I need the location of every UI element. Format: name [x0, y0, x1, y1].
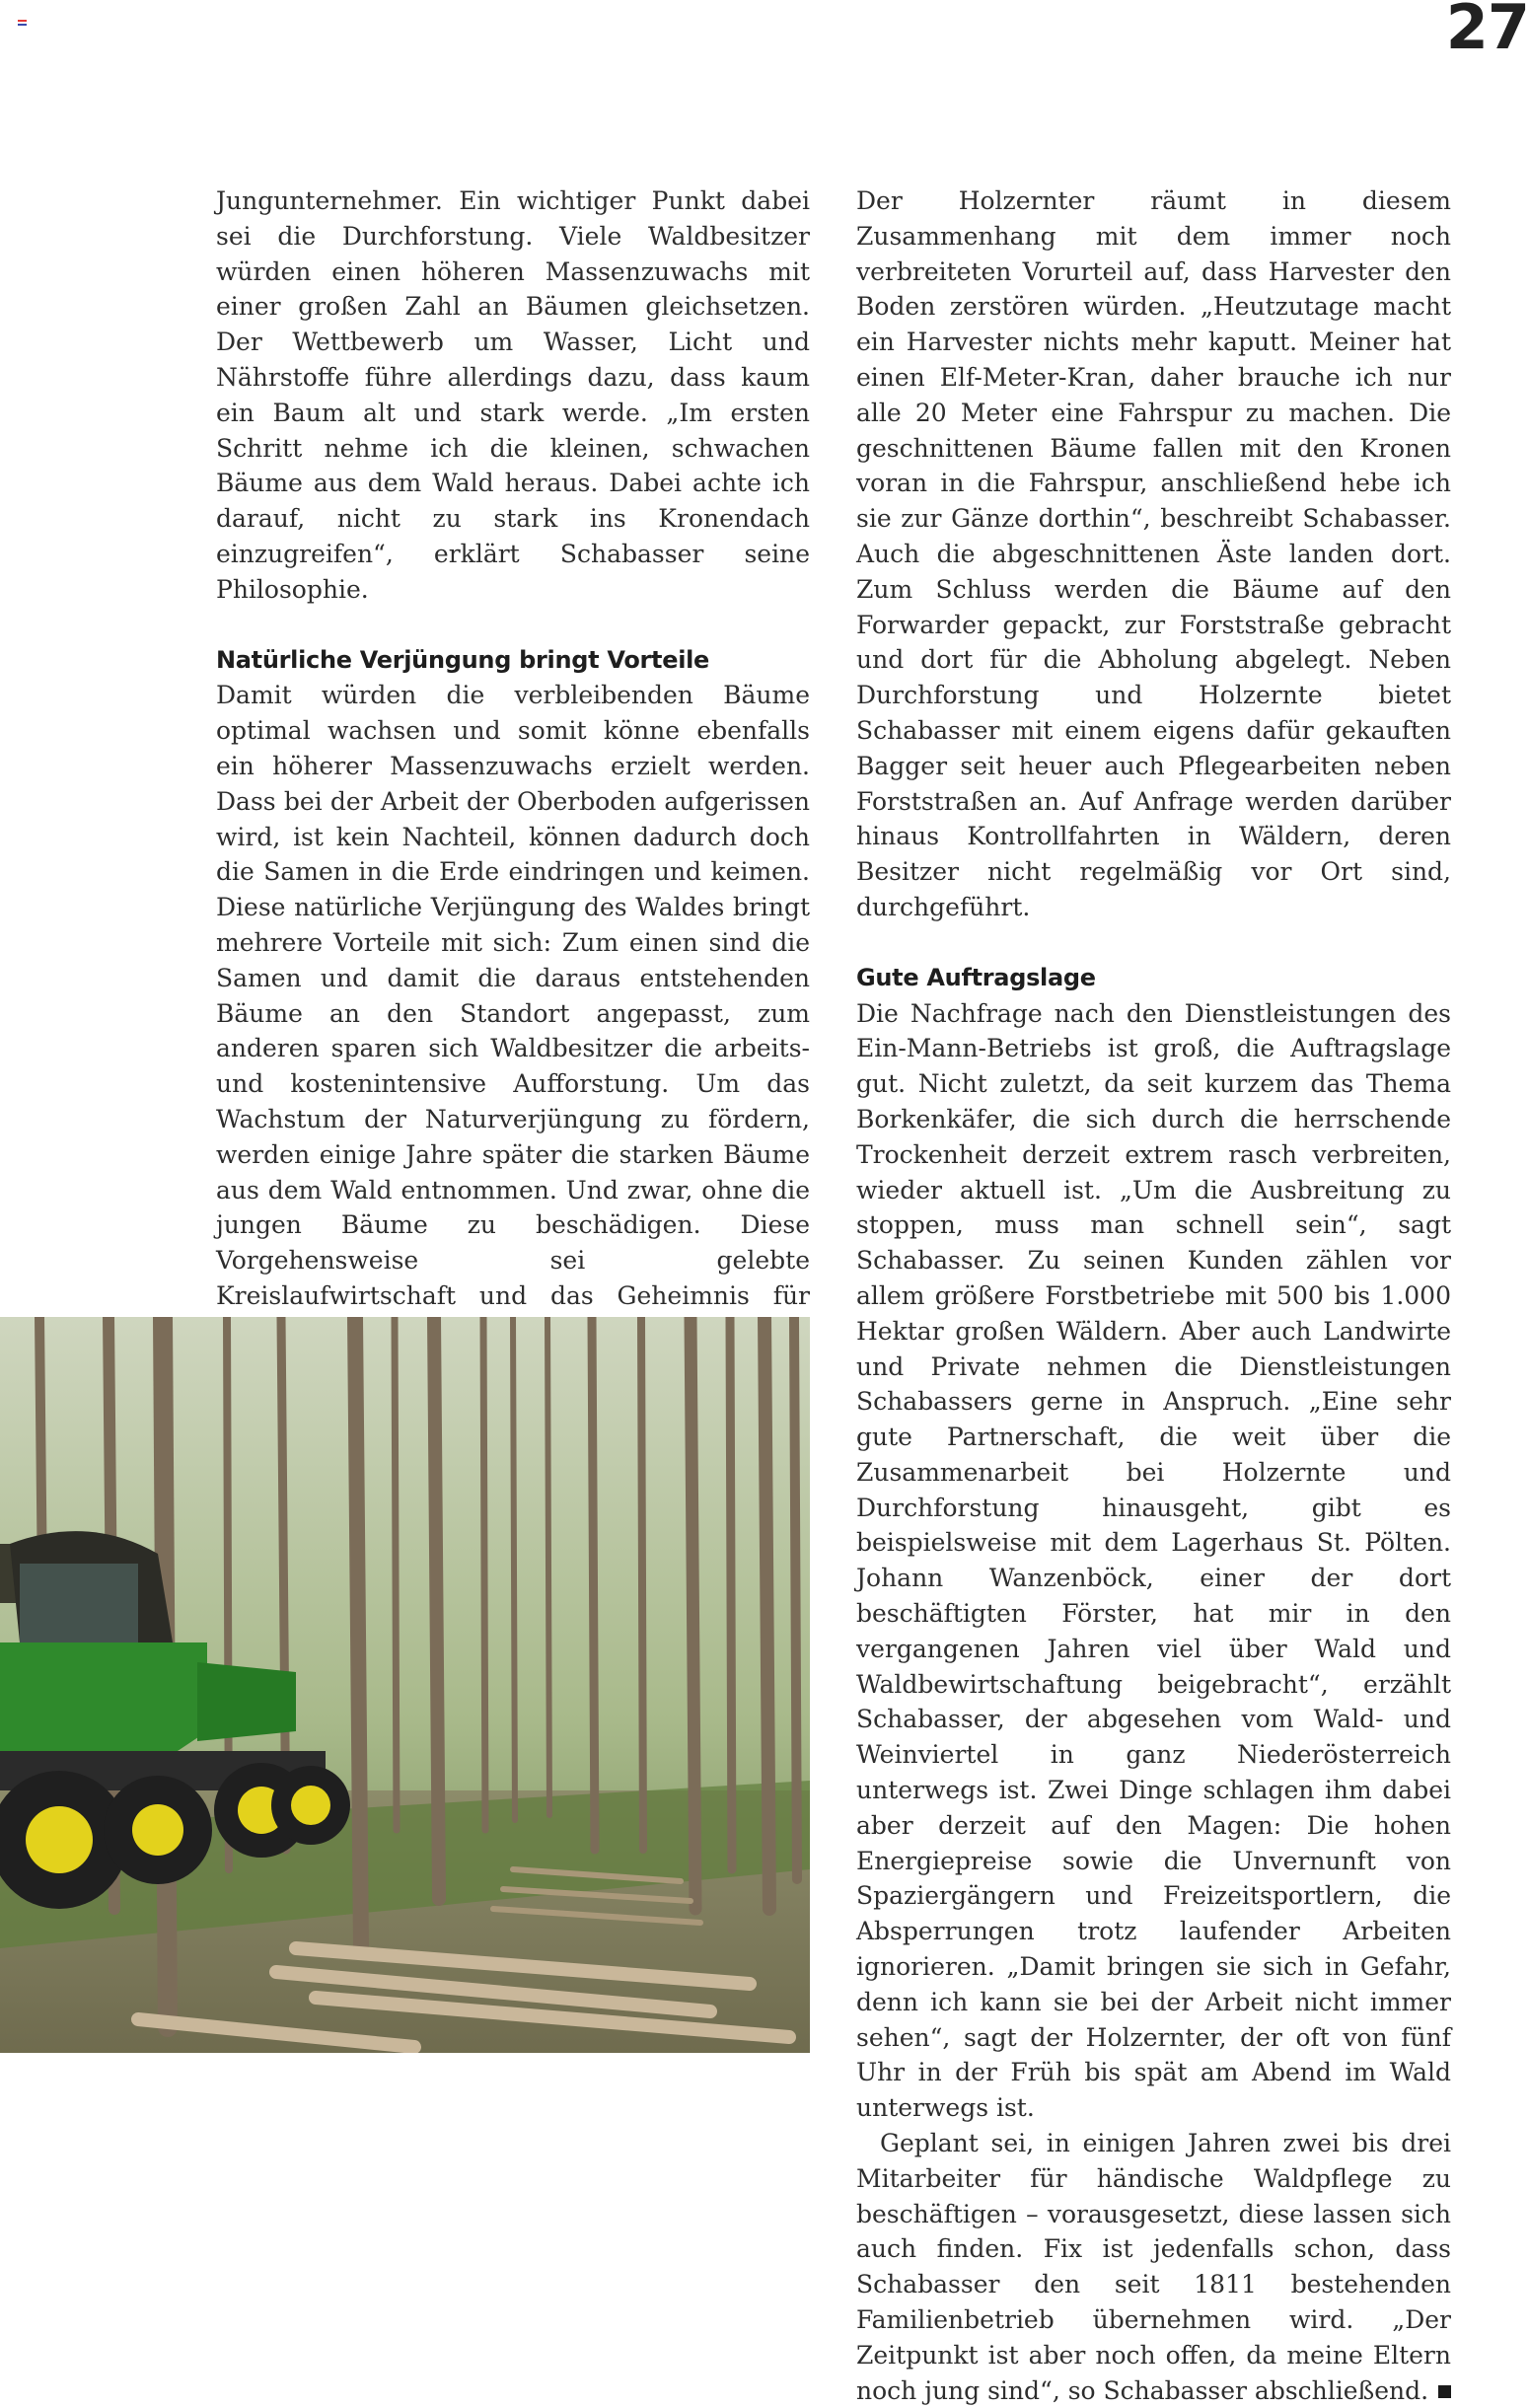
- section-heading-order-situation: Gute Auftragslage: [856, 963, 1096, 991]
- section-heading-natural-regeneration: Natürliche Verjüngung bringt Vorteile: [216, 645, 710, 674]
- flag-icon: [18, 20, 27, 26]
- left-paragraph-1: Jungunternehmer. Ein wichtiger Punkt dabei sei die Durchforstung. Viele Waldbesitzer würden einen höheren Massenzuwachs mit einer großen Zahl an Bäumen gleichsetzen. Der Wettbewerb um Wasser, Licht und Nährstoffe führe allerdings dazu, dass kaum ein Baum alt und stark werde. „Im ersten Schritt nehme ich die kleinen, schwachen Bäume aus dem Wald heraus. Dabei achte ich darauf, nicht zu stark ins Kronendach einzugreifen“, erklärt Schabasser seine Philosophie.: [216, 186, 810, 604]
- left-paragraph-2: Damit würden die verbleibenden Bäume optimal wachsen und somit könne ebenfalls ein höherer Massenzuwachs erzielt werden. Dass bei der Arbeit der Oberboden aufgerissen wird, ist kein Nachteil, können dadurch doch die Samen in die Erde eindringen und keimen. Diese natürliche Verjüngung des Waldes bringt mehrere Vorteile mit sich: Zum einen sind die Samen und damit die daraus entstehenden Bäume an den Standort angepasst, zum anderen sparen sich Waldbesitzer die arbeits- und kostenintensive Aufforstung. Um das Wachstum der Naturverjüngung zu fördern, werden einige Jahre später die starken Bäume aus dem Wald entnommen. Und zwar, ohne die jungen Bäume zu beschädigen. Diese Vorgehensweise sei gelebte Kreislaufwirtschaft und das Geheimnis für: [216, 681, 810, 1310]
- right-paragraph-3: [856, 2126, 1451, 2408]
- page-number: 27: [1445, 0, 1529, 63]
- forest-harvester-illustration: [0, 1317, 810, 2053]
- end-mark-icon: [1438, 2385, 1451, 2398]
- right-paragraph-3-text: Geplant sei, in einigen Jahren zwei bis drei Mitarbeiter für händische Waldpflege zu beschäftigen – vorausgesetzt, diese lassen sich auch finden. Fix ist jedenfalls schon, dass Schabasser den seit 1811 bestehenden Familienbetrieb übernehmen wird. „Der Zeitpunkt ist aber noch offen, da meine Eltern noch jung sind“, so Schabasser abschließend.: [856, 2129, 1451, 2405]
- left-column: [216, 183, 810, 1420]
- right-paragraph-1: Der Holzernter räumt in diesem Zusammenhang mit dem immer noch verbreiteten Vorurteil auf, dass Harvester den Boden zerstören würden. „Heutzutage macht ein Harvester nichts mehr kaputt. Meiner hat einen Elf-Meter-Kran, daher brauche ich nur alle 20 Meter eine Fahrspur zu machen. Die geschnittenen Bäume fallen mit den Kronen voran in die Fahrspur, anschließend hebe ich sie zur Gänze dorthin“, beschreibt Schabasser. Auch die abgeschnittenen Äste landen dort. Zum Schluss werden die Bäume auf den Forwarder gepackt, zur Forststraße gebracht und dort für die Abholung abgelegt. Neben Durchforstung und Holzernte bietet Schabasser mit einem eigens dafür gekauften Bagger seit heuer auch Pflegearbeiten neben Forststraßen an. Auf Anfrage werden darüber hinaus Kontrollfahrten in Wäldern, deren Besitzer nicht regelmäßig vor Ort sind, durchgeführt.: [856, 186, 1451, 921]
- right-paragraph-2: Die Nachfrage nach den Dienstleistungen des Ein-Mann-Betriebs ist groß, die Auftragslage gut. Nicht zuletzt, da seit kurzem das Thema Borkenkäfer, die sich durch die herrschende Trockenheit derzeit extrem rasch verbreiten, wieder aktuell ist. „Um die Ausbreitung zu stoppen, muss man schnell sein“, sagt Schabasser. Zu seinen Kunden zählen vor allem größere Forstbetriebe mit 500 bis 1.000 Hektar großen Wäldern. Aber auch Landwirte und Private nehmen die Dienstleistungen Schabassers gerne in Anspruch. „Eine sehr gute Partnerschaft, die weit über die Zusammenarbeit bei Holzernte und Durchforstung hinausgeht, gibt es beispielsweise mit dem Lagerhaus St. Pölten. Johann Wanzenböck, einer der dort beschäftigten Förster, hat mir in den vergangenen Jahren viel über Wald und Waldbewirtschaftung beigebracht“, erzählt Schabasser, der abgesehen vom Wald- und Weinviertel in ganz Niederösterreich unterwegs ist. Zwei Dinge schlagen ihm dabei aber derzeit auf den Magen: Die hohen Energiepreise sowie die Unvernunft von Spaziergängern und Freizeitsportlern, die Absperrungen trotz laufender Arbeiten ignorieren. „Damit bringen sie sich in Gefahr, denn ich kann sie bei der Arbeit nicht immer sehen“, sagt der Holzernter, der oft von fünf Uhr in der Früh bis spät am Abend im Wald unterwegs ist.: [856, 998, 1451, 2123]
- right-column: [856, 183, 1451, 2408]
- forest-harvester-photo: [0, 1317, 810, 2053]
